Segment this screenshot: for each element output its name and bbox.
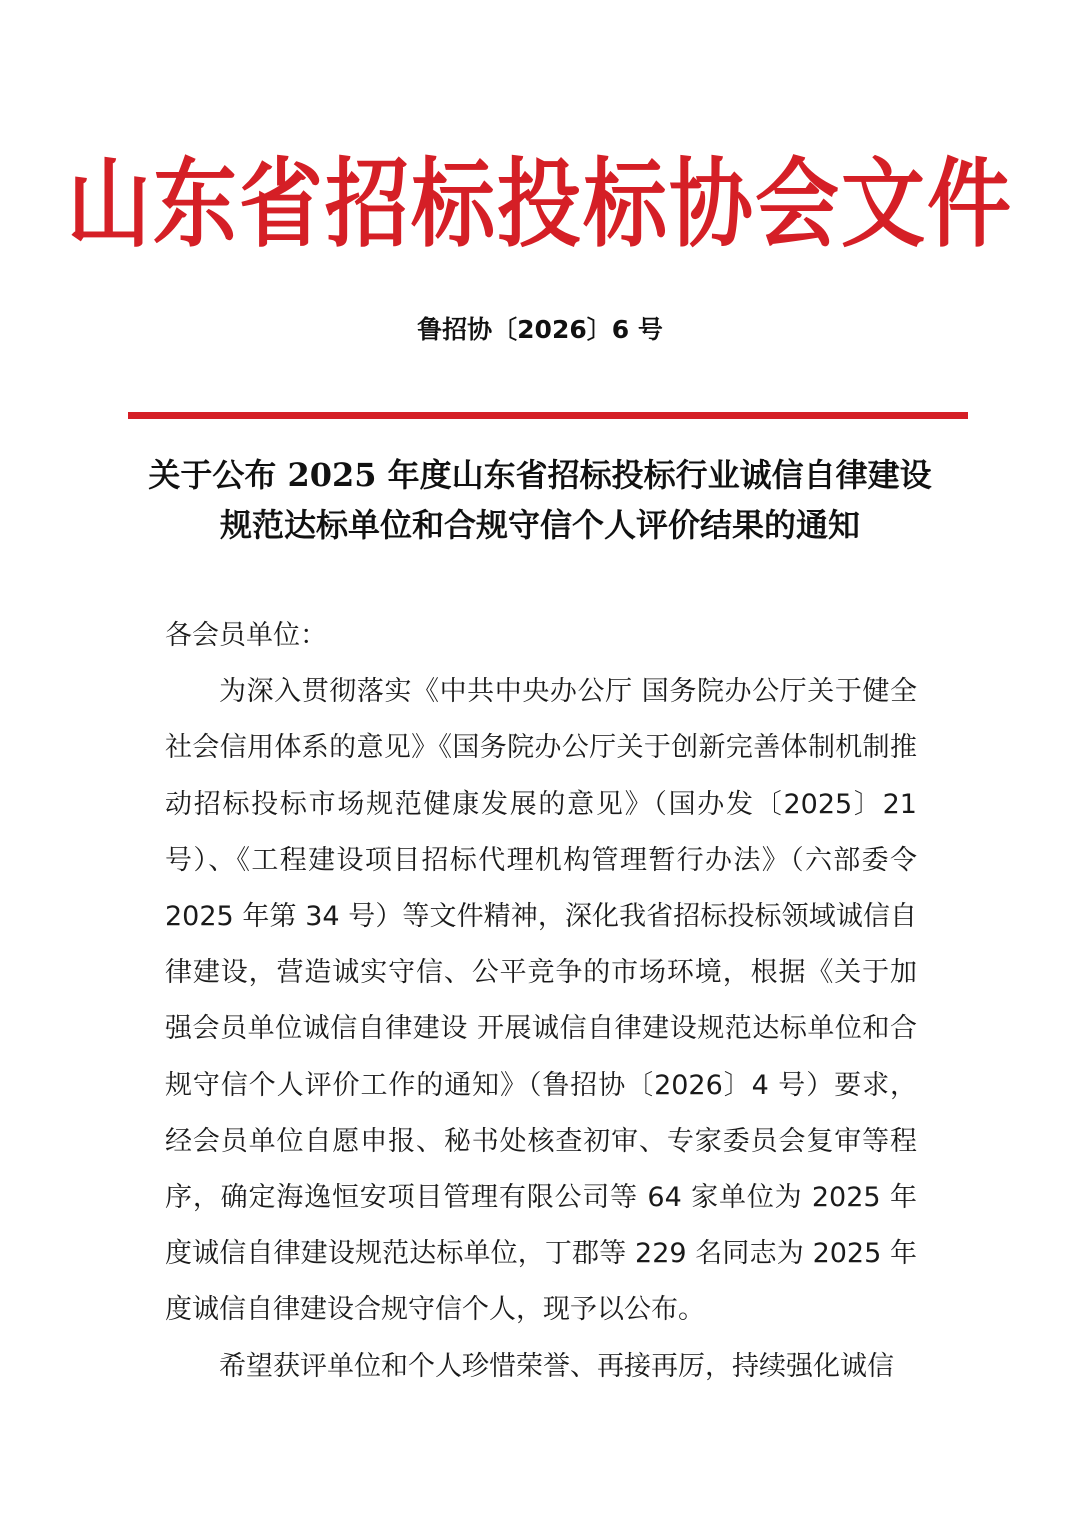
- document-number: 鲁招协〔2026〕6 号: [417, 315, 663, 344]
- notice-body: [165, 608, 917, 1395]
- body-paragraph-1: 为深入贯彻落实《中共中央办公厅 国务院办公厅关于健全社会信用体系的意见》《国务院办公厅关于创新完善体制机制推动招标投标市场规范健康发展的意见》（国办发〔2025〕21 号）、《工程建设项目招标代理机构管理暂行办法》（六部委令 2025 年第 34 号）等文件精神，深化我省招标投标领域诚信自律建设，营造诚实守信、公平竞争的市场环境，根据《关于加强会员单位诚信自律建设 开展诚信自律建设规范达标单位和合规守信个人评价工作的通知》（鲁招协〔2026〕4 号）要求，经会员单位自愿申报、秘书处核查初审、专家委员会复审等程序，确定海逸恒安项目管理有限公司等 64 家单位为 2025 年度诚信自律建设规范达标单位，丁郡等 229 名同志为 2025 年度诚信自律建设合规守信个人，现予以公布。: [165, 676, 917, 1326]
- body-paragraph-2: 希望获评单位和个人珍惜荣誉、再接再厉，持续强化诚信: [219, 1350, 894, 1382]
- salutation: 各会员单位：: [165, 620, 327, 651]
- notice-title-line-1: 关于公布 2025 年度山东省招标投标行业诚信自律建设: [148, 456, 932, 494]
- red-divider-line: [128, 412, 968, 419]
- masthead-title: 山东省招标投标协会文件: [66, 146, 1013, 261]
- notice-title: [120, 450, 960, 550]
- notice-title-line-2: 规范达标单位和合规守信个人评价结果的通知: [219, 506, 860, 544]
